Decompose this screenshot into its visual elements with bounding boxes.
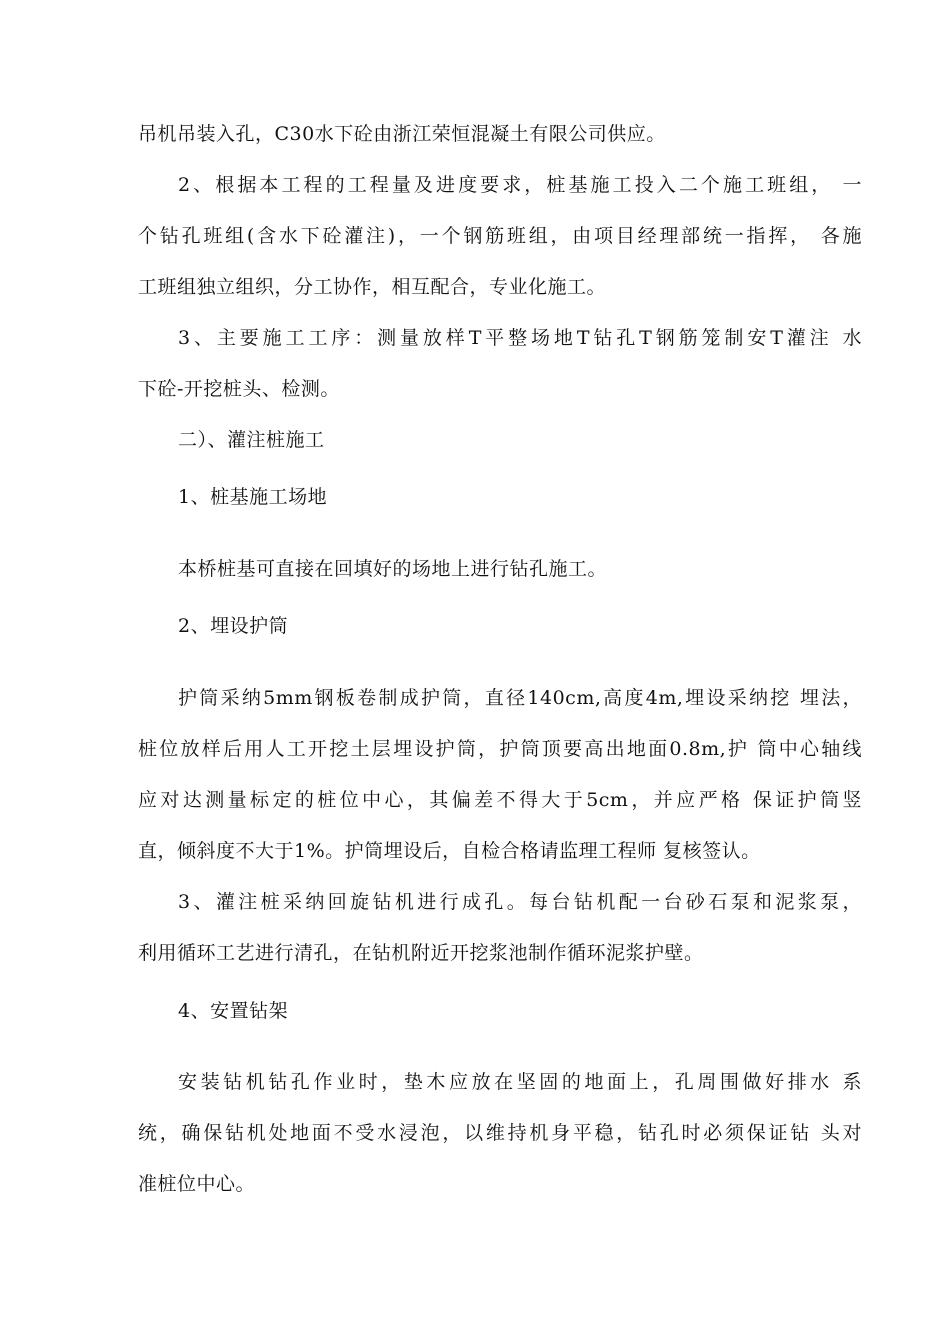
paragraph-line: 桩位放样后用人工开挖土层埋设护筒，护筒顶要高出地面0.8m,护 筒中心轴线 <box>138 738 862 760</box>
paragraph-line: 下砼-开挖桩头、检测。 <box>138 378 340 400</box>
paragraph-line: 护筒采纳5mm钢板卷制成护筒，直径140cm,高度4m,埋设采纳挖 埋法， <box>178 687 862 709</box>
paragraph-line: 3、主要施工工序：测量放样T平整场地T钻孔T钢筋笼制安T灌注 水 <box>178 327 862 349</box>
paragraph-line: 安装钻机钻孔作业时，垫木应放在坚固的地面上，孔周围做好排水 系 <box>178 1071 862 1093</box>
paragraph-line: 2、根据本工程的工程量及进度要求，桩基施工投入二个施工班组， 一 <box>178 174 862 196</box>
subsection-heading: 4、安置钻架 <box>178 1000 289 1022</box>
paragraph-line: 3、灌注桩采纳回旋钻机进行成孔。每台钻机配一台砂石泵和泥浆泵， <box>178 891 862 913</box>
paragraph-line: 本桥桩基可直接在回填好的场地上进行钻孔施工。 <box>178 558 608 580</box>
paragraph-line: 应对达测量标定的桩位中心，其偏差不得大于5cm，并应严格 保证护筒竖 <box>138 789 862 811</box>
paragraph-line: 准桩位中心。 <box>138 1173 256 1195</box>
paragraph-line: 直，倾斜度不大于1%。护筒埋设后，自检合格请监理工程师 复核签认。 <box>138 840 761 862</box>
section-heading: 二）、灌注桩施工 <box>178 429 325 451</box>
subsection-heading: 2、埋设护筒 <box>178 615 289 637</box>
subsection-heading: 1、桩基施工场地 <box>178 486 328 508</box>
paragraph-line: 个钻孔班组(含水下砼灌注)，一个钢筋班组，由项目经理部统一指挥， 各施 <box>138 225 862 247</box>
paragraph-line: 利用循环工艺进行清孔，在钻机附近开挖浆池制作循环泥浆护壁。 <box>138 942 704 964</box>
paragraph-line: 统，确保钻机处地面不受水浸泡，以维持机身平稳，钻孔时必须保证钻 头对 <box>138 1122 862 1144</box>
paragraph-line: 吊机吊装入孔，C30水下砼由浙江荣恒混凝土有限公司供应。 <box>138 123 666 145</box>
paragraph-line: 工班组独立组织，分工协作，相互配合，专业化施工。 <box>138 276 607 298</box>
